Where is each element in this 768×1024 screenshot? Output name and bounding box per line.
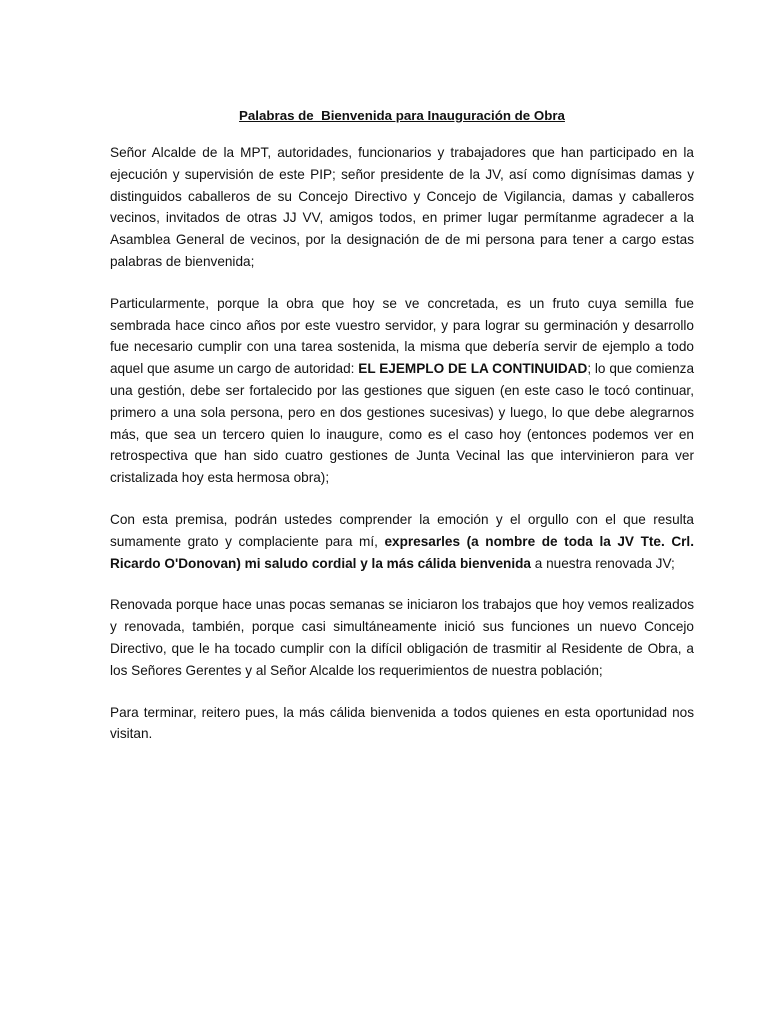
paragraph-welcome-text-start: Con esta premisa, podrán ustedes comprender la emoción y el orgullo con el que resulta sumamente grato y complaciente para mí,: [110, 511, 694, 549]
paragraph-welcome-emphasis: expresarles (a nombre de toda la JV Tte. Crl. Ricardo O'Donovan) mi saludo cordial y la más cálida bienvenida: [110, 533, 694, 571]
paragraph-welcome: [110, 509, 694, 574]
paragraph-continuity-emphasis: EL EJEMPLO DE LA CONTINUIDAD: [358, 361, 588, 377]
paragraph-renewal: Renovada porque hace unas pocas semanas se iniciaron los trabajos que hoy vemos realizados y renovada, también, porque casi simultáneamente inició sus funciones un nuevo Concejo Directivo, que le ha tocado cumplir con la difícil obligación de trasmitir al Residente de Obra, a los Señores Gerentes y al Señor Alcalde los requerimientos de nuestra población;: [110, 597, 694, 678]
paragraph-welcome-text-end: a nuestra renovada JV;: [530, 555, 675, 571]
paragraph-continuity-text-start: Particularmente, porque la obra que hoy se ve concretada, es un fruto cuya semilla fue sembrada hace cinco años por este vuestro servidor, y para lograr su germinación y desarrollo fue necesario cumplir con una tarea sostenida, la misma que debería servir de ejemplo a todo aquel que asume un cargo de autoridad:: [110, 295, 694, 377]
paragraph-greeting: Señor Alcalde de la MPT, autoridades, funcionarios y trabajadores que han participado en la ejecución y supervisión de este PIP; señor presidente de la JV, así como dignísimas damas y distinguidos caballeros de su Concejo Directivo y Concejo de Vigilancia, damas y caballeros vecinos, invitados de otras JJ VV, amigos todos, en primer lugar permítanme agradecer a la Asamblea General de vecinos, por la designación de de mi persona para tener a cargo estas palabras de bienvenida;: [110, 145, 694, 269]
document-title: Palabras de Bienvenida para Inauguración de Obra: [239, 108, 565, 123]
paragraph-continuity: [110, 293, 694, 489]
document-body: [110, 142, 694, 765]
paragraph-continuity-text-end: ; lo que comienza una gestión, debe ser fortalecido por las gestiones que siguen (en este caso le tocó continuar, primero a una sola persona, pero en dos gestiones sucesivas) y luego, lo que debe alegrarnos más, que sea un tercero quien lo inaugure, como es el caso hoy (entonces podemos ver en retrospectiva que han sido cuatro gestiones de Junta Vecinal las que intervinieron para ver cristalizada hoy esta hermosa obra);: [110, 361, 695, 486]
paragraph-closing: Para terminar, reitero pues, la más cálida bienvenida a todos quienes en esta oportunidad nos visitan.: [110, 704, 694, 742]
